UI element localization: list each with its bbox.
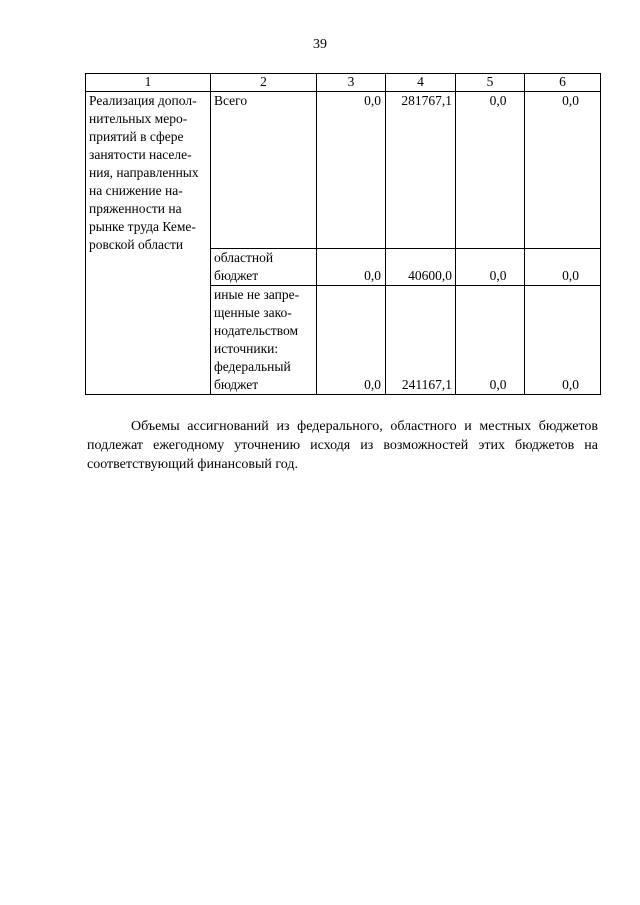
column-header-3: 3 [317,74,386,92]
table-header-row [86,74,601,92]
funding-source-cell: областной бюджет [211,249,317,286]
value-cell: 241167,1 [386,286,456,395]
budget-table [85,73,601,395]
funding-source-cell: иные не запре-щенные зако-нодательством источники: федеральный бюджет [211,286,317,395]
value-cell: 0,0 [317,286,386,395]
page-number: 39 [313,37,327,52]
table-row [86,92,601,249]
column-header-1: 1 [86,74,211,92]
value-cell: 0,0 [456,92,525,249]
value-cell: 0,0 [456,286,525,395]
funding-source-cell: Всего [211,92,317,249]
value-cell: 0,0 [525,249,601,286]
value-cell: 0,0 [317,92,386,249]
column-header-4: 4 [386,74,456,92]
budget-note-paragraph: Объемы ассигнований из федерального, областного и местных бюджетов подлежат ежегодному уточнению исходя из возможностей этих бюджетов на соответствующий финансовый год. [87,419,598,472]
value-cell: 0,0 [525,286,601,395]
column-header-5: 5 [456,74,525,92]
activity-name-cell: Реализация допол-нительных меро-приятий в сфере занятости населе-ния, направленных на снижение на-пряженности на рынке труда Кеме-ровской области [86,92,211,395]
value-cell: 0,0 [525,92,601,249]
column-header-2: 2 [211,74,317,92]
value-cell: 0,0 [317,249,386,286]
value-cell: 40600,0 [386,249,456,286]
value-cell: 281767,1 [386,92,456,249]
value-cell: 0,0 [456,249,525,286]
column-header-6: 6 [525,74,601,92]
